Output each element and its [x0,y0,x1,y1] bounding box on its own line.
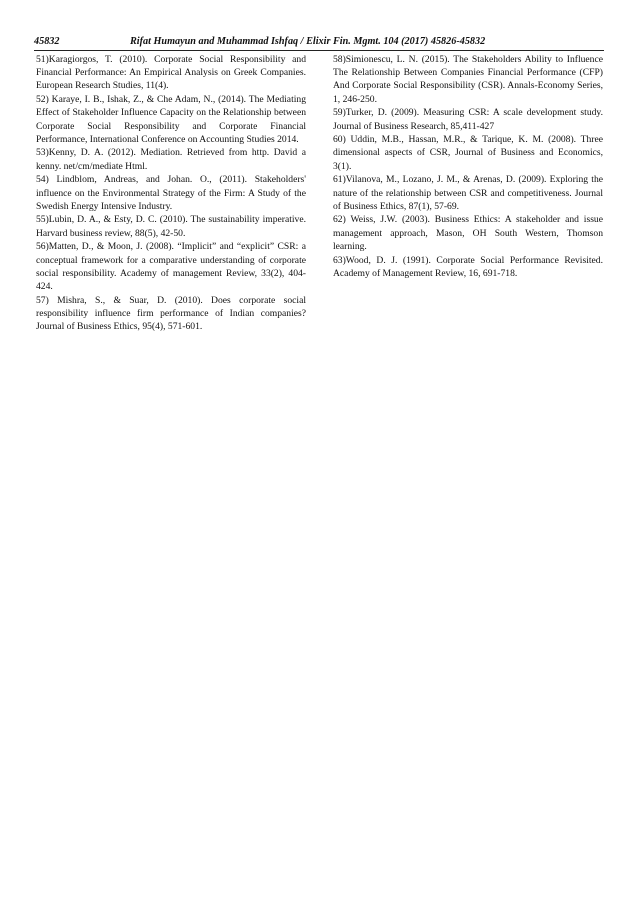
reference-55: 55)Lubin, D. A., & Esty, D. C. (2010). The sustainability imperative. Harvard business review, 88(5), 42-50. [36,214,306,239]
references-left-column [36,53,306,334]
reference-51: 51)Karagiorgos, T. (2010). Corporate Social Responsibility and Financial Performance: An Empirical Analysis on Greek Companies. European Research Studies, 11(4). [36,54,306,92]
reference-52: 52) Karaye, I. B., Ishak, Z., & Che Adam, N., (2014). The Mediating Effect of Stakeholder Influence Capacity on the Relationship between Corporate Social Responsibility and Corporate Financial Performance, International Conference on Accounting Studies 2014. [36,94,306,145]
reference-57: 57) Mishra, S., & Suar, D. (2010). Does corporate social responsibility influence firm performance of Indian companies? Journal of Business Ethics, 95(4), 571-601. [36,294,306,333]
reference-59: 59)Turker, D. (2009). Measuring CSR: A scale development study. Journal of Business Research, 85,411-427 [333,107,603,132]
running-head-title: Rifat Humayun and Muhammad Ishfaq / Elixir Fin. Mgmt. 104 (2017) 45826-45832 [130,36,486,47]
reference-60: 60) Uddin, M.B., Hassan, M.R., & Tarique, K. M. (2008). Three dimensional aspects of CSR, Journal of Business and Economics, 3(1). [333,134,603,172]
reference-53: 53)Kenny, D. A. (2012). Mediation. Retrieved from http. David a kenny. net/cm/mediate Html. [36,147,306,172]
page-number: 45832 [34,36,60,47]
references-right-column [333,53,603,280]
reference-54: 54) Lindblom, Andreas, and Johan. O., (2011). Stakeholders' influence on the Environmental Strategy of the Firm: A Study of the Swedish Energy Intensive Industry. [36,174,306,212]
reference-61: 61)Vilanova, M., Lozano, J. M., & Arenas, D. (2009). Exploring the nature of the relationship between CSR and competitiveness. Journal of Business Ethics, 87(1), 57-69. [333,174,603,212]
reference-56: 56)Matten, D., & Moon, J. (2008). “Implicit” and “explicit” CSR: a conceptual framework for a comparative understanding of corporate social responsibility. Academy of management Review, 33(2), 404-424. [36,241,306,292]
reference-62: 62) Weiss, J.W. (2003). Business Ethics: A stakeholder and issue management approach, Mason, OH South Western, Thomson learning. [333,214,603,252]
running-header [34,36,604,51]
reference-58: 58)Simionescu, L. N. (2015). The Stakeholders Ability to Influence The Relationship Between Companies Financial Performance (CFP) And Corporate Social Responsibility (CSR). Annals-Economy Series, 1, 246-250. [333,54,603,105]
reference-63: 63)Wood, D. J. (1991). Corporate Social Performance Revisited. Academy of Management Review, 16, 691-718. [333,254,603,279]
